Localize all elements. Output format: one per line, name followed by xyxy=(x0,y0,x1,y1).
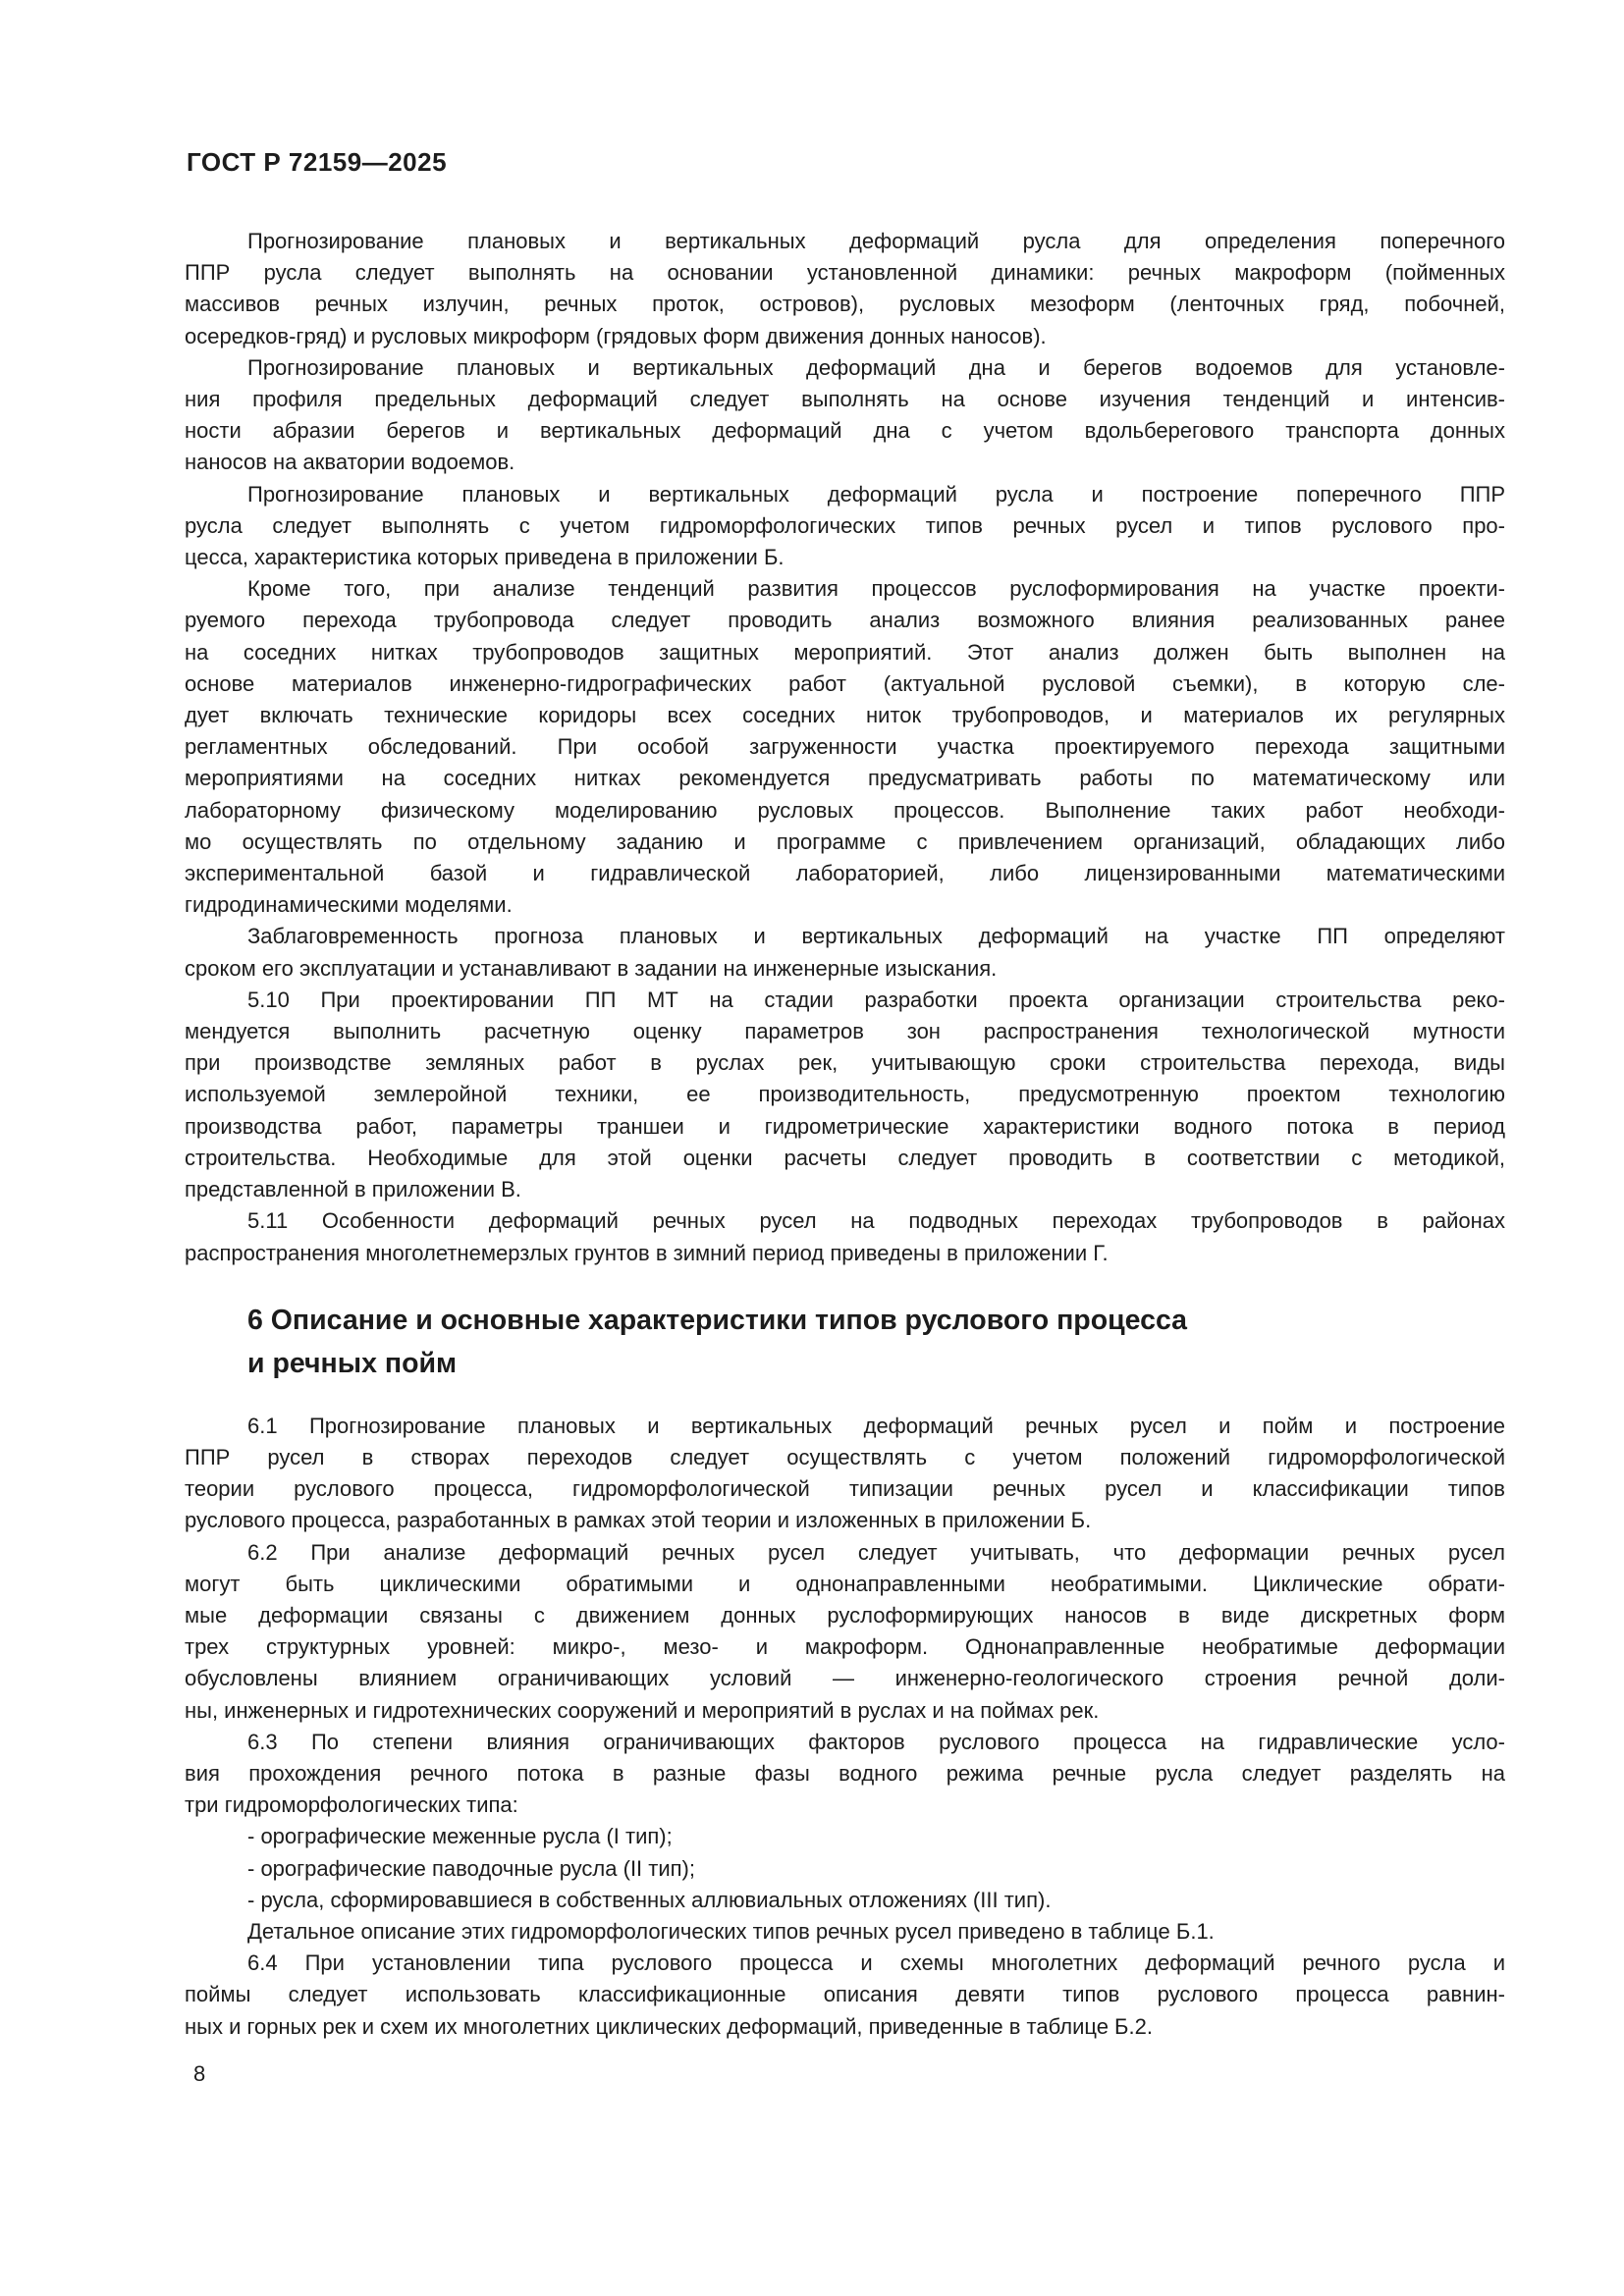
text-line: руслового процесса, разработанных в рамках этой теории и изложенных в приложении Б. xyxy=(185,1508,1092,1533)
paragraph xyxy=(185,1948,1505,2043)
text-line: мендуется выполнить расчетную оценку параметров зон распространения технологической мутности xyxy=(185,1019,1505,1044)
paragraph xyxy=(185,226,1505,352)
text-line: гидродинамическими моделями. xyxy=(185,892,513,918)
text-line: дует включать технические коридоры всех соседних ниток трубопроводов, и материалов их регулярных xyxy=(185,703,1505,728)
standard-number-header: ГОСТ Р 72159—2025 xyxy=(187,147,448,177)
paragraph xyxy=(185,573,1505,921)
text-line: наносов на акватории водоемов. xyxy=(185,450,515,475)
text-line: обусловлены влиянием ограничивающих условий — инженерно-геологического строения речной доли- xyxy=(185,1666,1505,1691)
text-line: 5.11 Особенности деформаций речных русел на подводных переходах трубопроводов в районах xyxy=(247,1208,1505,1234)
text-line: ны, инженерных и гидротехнических сооружений и мероприятий в руслах и на поймах рек. xyxy=(185,1697,1100,1723)
paragraph xyxy=(185,1537,1505,1727)
text-line: Прогнозирование плановых и вертикальных деформаций русла и построение поперечного ППР xyxy=(247,481,1505,507)
text-line: цесса, характеристика которых приведена в приложении Б. xyxy=(185,545,785,570)
text-line: экспериментальной базой и гидравлической лабораторией, либо лицензированными математическими xyxy=(185,861,1505,886)
heading-line: 6 Описание и основные характеристики типов руслового процесса xyxy=(247,1304,1188,1336)
text-line: мероприятиями на соседних нитках рекомендуется предусматривать работы по математическому или xyxy=(185,766,1505,791)
section-heading xyxy=(185,1299,1505,1385)
text-line: представленной в приложении В. xyxy=(185,1177,521,1202)
text-line: ния профиля предельных деформаций следует выполнять на основе изучения тенденций и интенсив- xyxy=(185,387,1505,412)
text-line: Заблаговременность прогноза плановых и вертикальных деформаций на участке ПП определяют xyxy=(247,924,1505,949)
text-line: русла следует выполнять с учетом гидроморфологических типов речных русел и типов руслового про- xyxy=(185,512,1505,538)
text-line: руемого перехода трубопровода следует проводить анализ возможного влияния реализованных ранее xyxy=(185,608,1505,633)
heading-line: и речных пойм xyxy=(247,1347,458,1379)
text-line: мо осуществлять по отдельному заданию и программе с привлечением организаций, обладающих либо xyxy=(185,828,1505,854)
text-line: ных и горных рек и схем их многолетних циклических деформаций, приведенные в таблице Б.2. xyxy=(185,2013,1153,2039)
text-line: трех структурных уровней: микро-, мезо- и макроформ. Однонаправленные необратимые деформации xyxy=(185,1634,1505,1660)
text-line: ности абразии берегов и вертикальных деформаций дна с учетом вдольберегового транспорта донных xyxy=(185,418,1505,444)
text-line: могут быть циклическими обратимыми и однонаправленными необратимыми. Циклические обрати- xyxy=(185,1571,1505,1596)
text-line: сроком его эксплуатации и устанавливают в задании на инженерные изыскания. xyxy=(185,955,998,981)
text-line: 5.10 При проектировании ПП МТ на стадии разработки проекта организации строительства реко- xyxy=(247,987,1505,1012)
text-line: распространения многолетнемерзлых грунтов в зимний период приведены в приложении Г. xyxy=(185,1240,1109,1265)
paragraph xyxy=(185,1727,1505,1822)
text-line: регламентных обследований. При особой загруженности участка проектируемого перехода защитными xyxy=(185,734,1505,760)
text-line: вия прохождения речного потока в разные фазы водного режима речные русла следует разделять на xyxy=(185,1760,1505,1786)
text-line: основе материалов инженерно-гидрографических работ (актуальной русловой съемки), в которую сле- xyxy=(185,670,1505,696)
page-number: 8 xyxy=(193,2061,206,2086)
paragraph xyxy=(185,1411,1505,1537)
text-line: при производстве земляных работ в руслах рек, учитывающую сроки строительства перехода, виды xyxy=(185,1050,1505,1076)
text-line: ППР русла следует выполнять на основании установленной динамики: речных макроформ (пойменных xyxy=(185,260,1505,286)
list-item xyxy=(185,1821,1505,1852)
text-line: осередков-гряд) и русловых микроформ (грядовых форм движения донных наносов). xyxy=(185,323,1047,348)
text-line: поймы следует использовать классификационные описания девяти типов руслового процесса равнин- xyxy=(185,1982,1505,2007)
text-line: - русла, сформировавшиеся в собственных аллювиальных отложениях (III тип). xyxy=(247,1887,1052,1912)
text-line: массивов речных излучин, речных проток, островов), русловых мезоформ (ленточных гряд, побочней, xyxy=(185,292,1505,317)
text-line: - орографические паводочные русла (II тип); xyxy=(247,1855,695,1881)
text-line: 6.4 При установлении типа руслового процесса и схемы многолетних деформаций речного русла и xyxy=(247,1950,1505,1976)
paragraph xyxy=(185,921,1505,984)
text-line: ППР русел в створах переходов следует осуществлять с учетом положений гидроморфологической xyxy=(185,1444,1505,1469)
text-line: лабораторному физическому моделированию русловых процессов. Выполнение таких работ необходи- xyxy=(185,797,1505,823)
paragraph xyxy=(185,1205,1505,1268)
paragraph xyxy=(185,985,1505,1205)
text-line: Кроме того, при анализе тенденций развития процессов руслоформирования на участке проекти- xyxy=(247,576,1505,602)
text-line: используемой землеройной техники, ее производительность, предусмотренную проектом технологию xyxy=(185,1082,1505,1107)
paragraph xyxy=(185,1916,1505,1948)
text-line: производства работ, параметры траншеи и гидрометрические характеристики водного потока в период xyxy=(185,1113,1505,1139)
text-line: Детальное описание этих гидроморфологических типов речных русел приведено в таблице Б.1. xyxy=(247,1918,1215,1944)
document-body xyxy=(185,226,1505,2043)
list-item xyxy=(185,1885,1505,1916)
list-item xyxy=(185,1853,1505,1885)
text-line: 6.2 При анализе деформаций речных русел следует учитывать, что деформации речных русел xyxy=(247,1539,1505,1565)
text-line: 6.3 По степени влияния ограничивающих факторов руслового процесса на гидравлические усло- xyxy=(247,1729,1505,1754)
text-line: строительства. Необходимые для этой оценки расчеты следует проводить в соответствии с методикой, xyxy=(185,1145,1505,1170)
paragraph xyxy=(185,479,1505,574)
text-line: - орографические меженные русла (I тип); xyxy=(247,1824,673,1849)
text-line: Прогнозирование плановых и вертикальных деформаций дна и берегов водоемов для установле- xyxy=(247,354,1505,380)
text-line: три гидроморфологических типа: xyxy=(185,1792,518,1818)
text-line: 6.1 Прогнозирование плановых и вертикальных деформаций речных русел и пойм и построение xyxy=(247,1413,1505,1438)
text-line: теории руслового процесса, гидроморфологической типизации речных русел и классификации типов xyxy=(185,1476,1505,1502)
text-line: Прогнозирование плановых и вертикальных деформаций русла для определения поперечного xyxy=(247,229,1505,253)
paragraph xyxy=(185,352,1505,479)
text-line: на соседних нитках трубопроводов защитных мероприятий. Этот анализ должен быть выполнен на xyxy=(185,639,1505,665)
text-line: мые деформации связаны с движением донных руслоформирующих наносов в виде дискретных форм xyxy=(185,1602,1505,1628)
